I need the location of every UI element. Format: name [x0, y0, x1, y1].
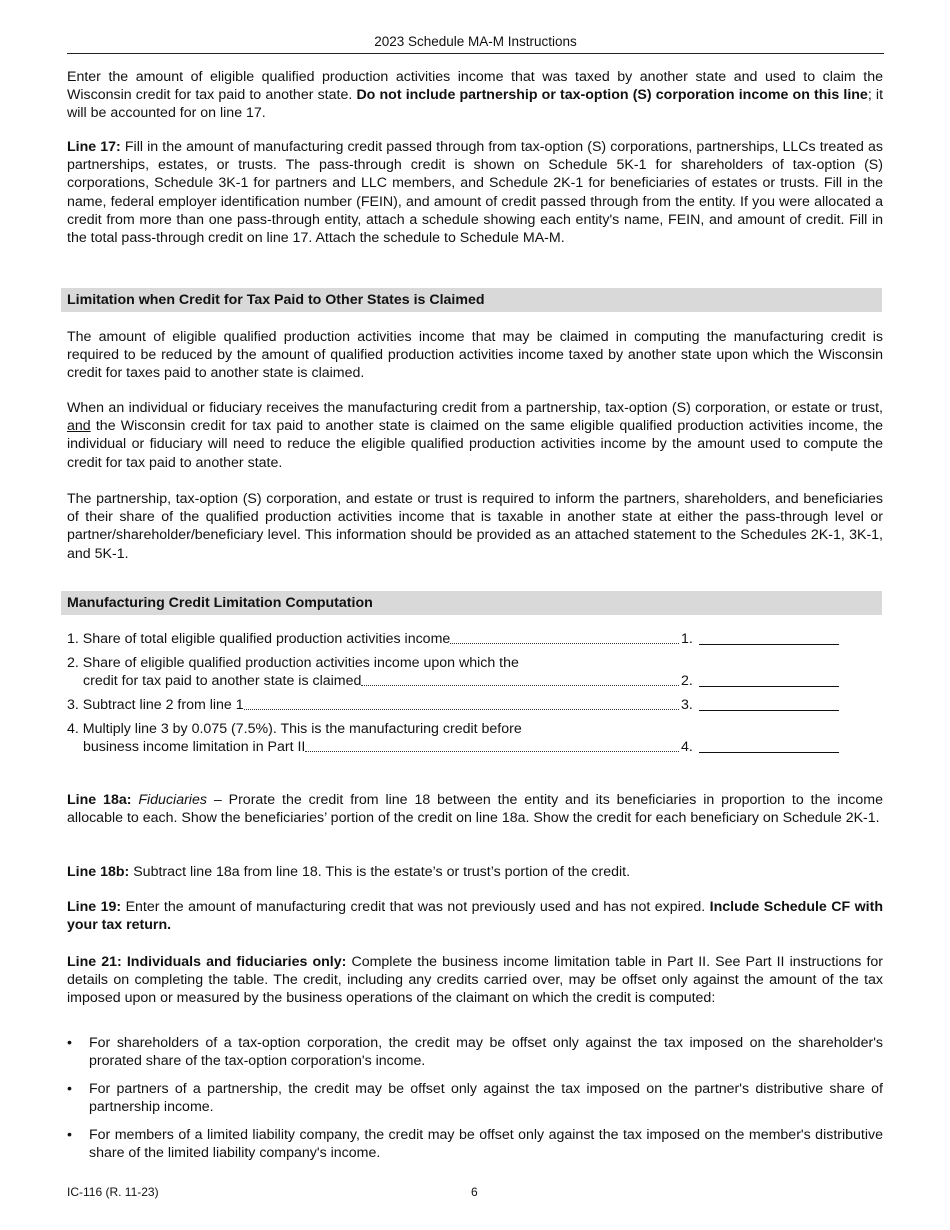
line18b-label: Line 18b: — [67, 864, 130, 880]
line21-label: Line 21: Individuals and fiduciaries only: — [67, 954, 347, 970]
limitation-p2 — [67, 399, 883, 472]
line18a-text: – Prorate the credit from line 18 between the entity and its beneficiaries in proportion to the income allocable to each. Show the beneficiaries’ portion of the credit on line 18a. Show the credit for each beneficiary on Schedule 2K-1. — [67, 792, 883, 827]
p2-text-b: the Wisconsin credit for tax paid to another state is claimed on the same eligible qualified production activities income, the individual or fiduciary will need to reduce the eligible qualified production activities income by the amount used to compute the credit for tax paid to another state. — [67, 418, 883, 471]
bullet-text: For shareholders of a tax-option corporation, the credit may be offset only against the tax imposed on the shareholder's prorated share of the tax-option corporation's income. — [89, 1035, 883, 1070]
section-heading-computation: Manufacturing Credit Limitation Computation — [61, 591, 882, 615]
line19-label: Line 19: — [67, 899, 122, 915]
line-label: 4. Multiply line 3 by 0.075 (7.5%). This is the manufacturing credit before — [67, 721, 522, 737]
line-number: 3. — [681, 697, 693, 713]
intro-tail: ; it will be accounted for on line 17. — [67, 87, 884, 122]
line17-text: Fill in the amount of manufacturing credit passed through from tax-option (S) corporations, partnerships, LLCs treated as partnerships, estates, or trusts. The pass-through credit is shown on Schedule 5K-1 for shareholders of tax-option (S) corporations, Schedule 3K-1 for partners and LLC members, and Schedule 2K-1 for beneficiaries of estates or trusts. Fill in the name, federal employer identification number (FEIN), and amount of credit passed through from the entity. If you were allocated a credit from more than one pass-through entity, attach a schedule showing each entity's name, FEIN, and amount of credit. Fill in the total pass-through credit on line 17. Attach the schedule to Schedule MA-M. — [67, 139, 883, 247]
bullet-text: For members of a limited liability company, the credit may be offset only against the tax imposed on the member's distributive share of the limited liability company's income. — [89, 1127, 883, 1162]
line18b-paragraph — [67, 863, 883, 881]
bullet-item — [67, 1126, 883, 1162]
intro-paragraph — [67, 68, 883, 123]
bullet-item — [67, 1034, 883, 1070]
intro-text: Enter the amount of eligible qualified production activities income that was taxed by another state and used to claim the Wisconsin credit for tax paid to another state. — [67, 69, 883, 104]
bullet-text: For partners of a partnership, the credit may be offset only against the tax imposed on the partner's distributive share of partnership income. — [89, 1081, 883, 1116]
line-number: 4. — [681, 739, 693, 756]
page-header: 2023 Schedule MA-M Instructions — [67, 33, 884, 54]
line-label: 2. Share of eligible qualified production activities income upon which the — [67, 655, 519, 671]
line19-paragraph — [67, 898, 883, 934]
computation-line-2 — [67, 654, 839, 690]
p2-underline: and — [67, 418, 91, 435]
line19-text: Enter the amount of manufacturing credit that was not previously used and has not expired. — [121, 899, 710, 915]
computation-line-4 — [67, 720, 839, 756]
line-1-input[interactable] — [699, 630, 839, 645]
line-3-input[interactable] — [699, 696, 839, 711]
line-label: 1. Share of total eligible qualified production activities income — [67, 631, 451, 647]
line-label: 3. Subtract line 2 from line 1 — [67, 697, 244, 713]
intro-bold: Do not include partnership or tax-option (S) corporation income on this line — [352, 87, 868, 104]
limitation-p3: The partnership, tax-option (S) corporation, and estate or trust is required to inform the partners, shareholders, and beneficiaries of their share of the qualified production activities income that is taxable in another state at either the pass-through level or partner/shareholder/beneficiary level. This information should be provided as an attached statement to the Schedules 2K-1, 3K-1, and 5K-1. — [67, 491, 883, 562]
line21-paragraph — [67, 953, 883, 1008]
line-2-input[interactable] — [699, 672, 839, 687]
line18a-italic: Fiduciaries — [138, 792, 207, 808]
dot-leader — [361, 684, 679, 686]
line-number: 1. — [681, 631, 693, 647]
section-heading-limitation: Limitation when Credit for Tax Paid to Other States is Claimed — [61, 288, 882, 312]
computation-line-1 — [67, 630, 839, 648]
p2-text-a: When an individual or fiduciary receives the manufacturing credit from a partnership, tax-option (S) corporation, or estate or trust, — [67, 400, 883, 416]
limitation-p1: The amount of eligible qualified production activities income that may be claimed in computing the manufacturing credit is required to be reduced by the amount of qualified production activities income taxed by another state upon which the Wisconsin credit for taxes paid to another state is claimed. — [67, 329, 883, 382]
line-label-cont: business income limitation in Part II — [83, 739, 306, 756]
bullet-icon: • — [67, 1035, 72, 1051]
line17-label: Line 17: — [67, 139, 121, 155]
page-number: 6 — [471, 1185, 478, 1199]
bullet-item — [67, 1080, 883, 1116]
dot-leader — [244, 708, 679, 710]
line-4-input[interactable] — [699, 738, 839, 753]
dot-leader — [450, 642, 679, 644]
line-label-cont: credit for tax paid to another state is claimed — [83, 673, 362, 690]
bullet-icon: • — [67, 1127, 72, 1143]
line18b-text: Subtract line 18a from line 18. This is the estate’s or trust’s portion of the credit. — [129, 864, 631, 880]
line-number: 2. — [681, 673, 693, 690]
line19-bold: Include Schedule CF with your tax return. — [67, 899, 883, 934]
bullet-icon: • — [67, 1081, 72, 1097]
line17-paragraph — [67, 138, 883, 247]
computation-line-3 — [67, 696, 839, 714]
line18a-label: Line 18a: — [67, 792, 132, 808]
line18a-paragraph — [67, 791, 883, 827]
line21-text: Complete the business income limitation table in Part II. See Part II instructions for details on completing the table. The credit, including any credits carried over, may be offset only against the amount of the tax imposed upon or measured by the business operations of the claimant on which the credit is computed: — [67, 954, 884, 1007]
form-number: IC-116 (R. 11-23) — [67, 1185, 159, 1199]
dot-leader — [305, 750, 679, 752]
